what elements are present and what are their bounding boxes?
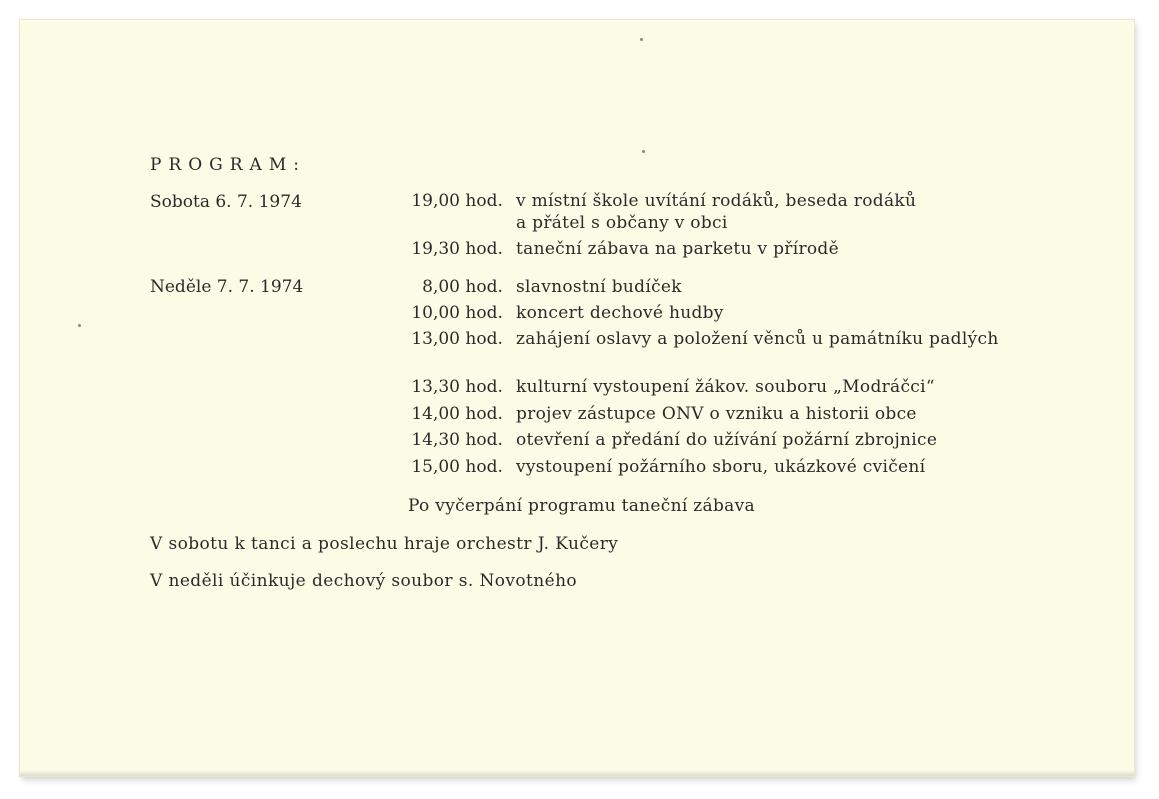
saturday-music-note: V sobotu k tanci a poslechu hraje orchestr J. Kučery (150, 534, 619, 554)
program-entry (408, 276, 1016, 298)
program-entry (408, 456, 1076, 478)
entry-text: otevření a předání do užívání požární zbrojnice (516, 430, 938, 450)
paper-speck (642, 150, 645, 153)
entry-unit: hod. (465, 430, 503, 450)
entry-time: 14,30 (411, 430, 460, 450)
entry-time: 10,00 (411, 303, 460, 323)
entry-unit: hod. (465, 377, 503, 397)
entry-time: 13,30 (411, 377, 460, 397)
entry-time: 19,00 (411, 191, 460, 211)
entry-text: v místní škole uvítání rodáků, beseda rodáků a přátel s občany v obci (516, 191, 917, 233)
program-entry (408, 238, 1016, 260)
program-entry (408, 190, 926, 234)
sunday-music-note: V neděli účinkuje dechový soubor s. Novotného (150, 571, 578, 591)
program-entry (408, 376, 1076, 398)
entry-time: 13,00 (411, 329, 460, 349)
program-entry (408, 429, 1076, 451)
entry-unit: hod. (465, 303, 503, 323)
entry-text: koncert dechové hudby (516, 303, 724, 323)
entry-text: vystoupení požárního sboru, ukázkové cvičení (516, 457, 926, 477)
entry-time: 8,00 (422, 277, 460, 297)
entry-text: zahájení oslavy a položení věnců u památníku padlých (516, 329, 999, 349)
program-entry (408, 403, 1076, 425)
program-heading: PROGRAM: (150, 155, 306, 175)
after-program-note: Po vyčerpání programu taneční zábava (408, 496, 755, 516)
entry-time: 14,00 (411, 404, 460, 424)
entry-unit: hod. (465, 329, 503, 349)
paper-speck (78, 324, 81, 327)
paper-speck (640, 38, 643, 41)
program-entry (408, 328, 1016, 350)
entry-unit: hod. (465, 239, 503, 259)
entry-unit: hod. (465, 191, 503, 211)
entry-time: 15,00 (411, 457, 460, 477)
program-card (20, 20, 1134, 776)
program-entry (408, 302, 1016, 324)
entry-time: 19,30 (411, 239, 460, 259)
entry-text: taneční zábava na parketu v přírodě (516, 239, 839, 259)
entry-text: slavnostní budíček (516, 277, 682, 297)
entry-text: kulturní vystoupení žákov. souboru „Modráčci“ (516, 377, 935, 397)
day-sunday: Neděle 7. 7. 1974 (150, 277, 304, 297)
entry-unit: hod. (465, 404, 503, 424)
entry-unit: hod. (465, 457, 503, 477)
entry-unit: hod. (465, 277, 503, 297)
day-saturday: Sobota 6. 7. 1974 (150, 192, 302, 212)
entry-text: projev zástupce ONV o vzniku a historii obce (516, 404, 917, 424)
